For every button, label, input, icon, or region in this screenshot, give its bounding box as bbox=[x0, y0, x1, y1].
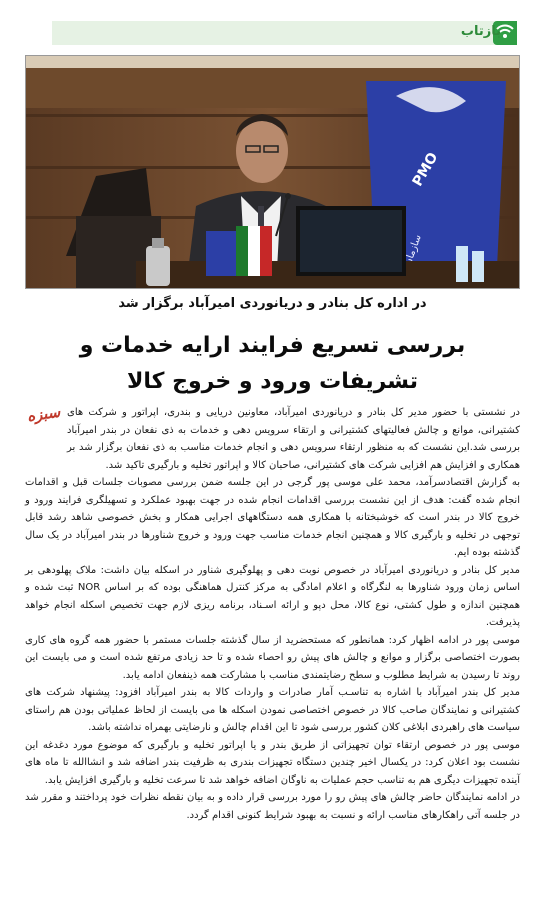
source-logo: سبزه bbox=[25, 402, 62, 426]
section-header-bar bbox=[52, 21, 517, 45]
article-paragraph: در ادامه نمایندگان حاضر چالش های پیش رو را مورد بررسی قرار داده و به بیان نقطه نظرات خود پرداختند و مقرر شد در جلسه آتی راهکارهای مناسب ارائه و نسبت به بهبود شرایط کنونی اقدام گردد. bbox=[25, 792, 520, 821]
article-paragraph: موسی پور در ادامه اظهار کرد: همانطور که مستحضرید از سال گذشته جلسات مستمر با حضور همه گروه های کاری بصورت اختصاصی برگزار و موانع و چالش های پیش رو احصاء شده و تا حد زیادی مرتفع شده است و می بایست این روند تا رسیدن به شرایط مطلوب و سطح رضایتمندی مناسب با مشارکت همه ذینفعان ادامه یابد. bbox=[25, 634, 520, 681]
article-photo bbox=[25, 55, 520, 289]
article-headline: بررسی تسریع فرایند ارایه خدمات و تشریفات ورود و خروج کالا bbox=[79, 333, 466, 394]
article-paragraph: مدیر کل بنادر و دریانوردی امیرآباد در خصوص نوبت دهی و پهلوگیری شناور در اسکله بیان داشت: ملاک پهلودهی بر اساس زمان ورود شناورها به لنگرگاه و اعلام امادگی به مرکز کنترل هماهنگی بوده که بر اساس NOR ثبت شده و همچنین اندازه و طول کشتی، نوع کالا، محل دپو و ارائه اسـناد، برنامه ریزی لازم جهت تخصیص اسکله انجام خواهد پذیرفت. bbox=[25, 564, 520, 628]
article-paragraph: موسی پور در خصوص ارتقاء توان تجهیزاتی از طریق بندر و یا اپراتور تخلیه و بارگیری که موضوع مورد دغدغه این نشست بود اعلان کرد: در یکسال اخیر چندین دستگاه تجهیزات بندری به ظرفیت بندر اضافه شد و انشاالله تا ماه های آینده تجهیزات دیگری هم به تناسب حجم عملیات به ناوگان اضافه خواهد شد تا سرعت تخلیه و بارگیری افزایش یابد. bbox=[25, 739, 520, 786]
section-label: بازتاب bbox=[460, 24, 501, 39]
article-paragraph: مدیر کل بندر امیرآباد با اشاره به تناسـب آمار صادرات و واردات کالا به بندر امیرآباد افزود: پیشنهاد شرکت های کشتیرانی و نمایندگان صاحب کالا در خصوص اختصاصی نمودن اسکله ها می بایست از لحاظ عملیاتی بودن هم راستای سیاست های راهبردی ابلاغی کلان کشور بررسی شود تا این اقدام چالش و نارضایتی بهمراه نداشته باشد. bbox=[25, 687, 520, 733]
section-header bbox=[25, 21, 517, 46]
article-body bbox=[25, 404, 520, 902]
article-paragraph: در نشستی با حضور مدیر کل بنادر و دریانوردی امیرآباد، معاونین دریایی و بندری، اپراتور و شرکت های کشتیرانی، موانع و چالش فعالیتهای کشتیرانی و ارتقاء سرویس دهی و خدمات به ذی نفعان در بندر امیرآباد بررسی شد.این نشست که به منظور ارتقاء سرویس دهی و انجام خدمات مناسب به ذی نفعان برگزار شد بر همکاری و افزایش هم افزایی شرکت های کشتیرانی، صاحبان کالا و اپراتور تخلیه و بارگیری تاکید شد. bbox=[67, 407, 520, 471]
article-kicker: در اداره کل بنادر و دریانوردی امیرآباد برگزار شد bbox=[118, 296, 427, 311]
banner-pmo-text: PMO bbox=[409, 150, 442, 190]
article-paragraph: به گزارش اقتصادسرآمد، محمد علی موسی پور گرجی در این جلسه ضمن بررسی مصوبات جلسات قبل و اقدامات انجام شده گفت: هدف از این نشست بررسی اقدامات انجام شده در جهت بهبود عملکرد و تسهیلگری فرایند ورود و خروج کالا در بندر است که خوشبختانه با همکاری همه دستگاههای اجرایی همکار و بخش خصوصی شاهد رشد قابل توجهی در تخلیه و بارگیری کالا و همچنین انجام خدمات مناسب جهت ورود و خروج شناورها در بندر امیرآباد در یک سال گذشته بوده ایم. bbox=[25, 477, 520, 558]
banner-persian-text: سازمان bbox=[402, 233, 424, 268]
